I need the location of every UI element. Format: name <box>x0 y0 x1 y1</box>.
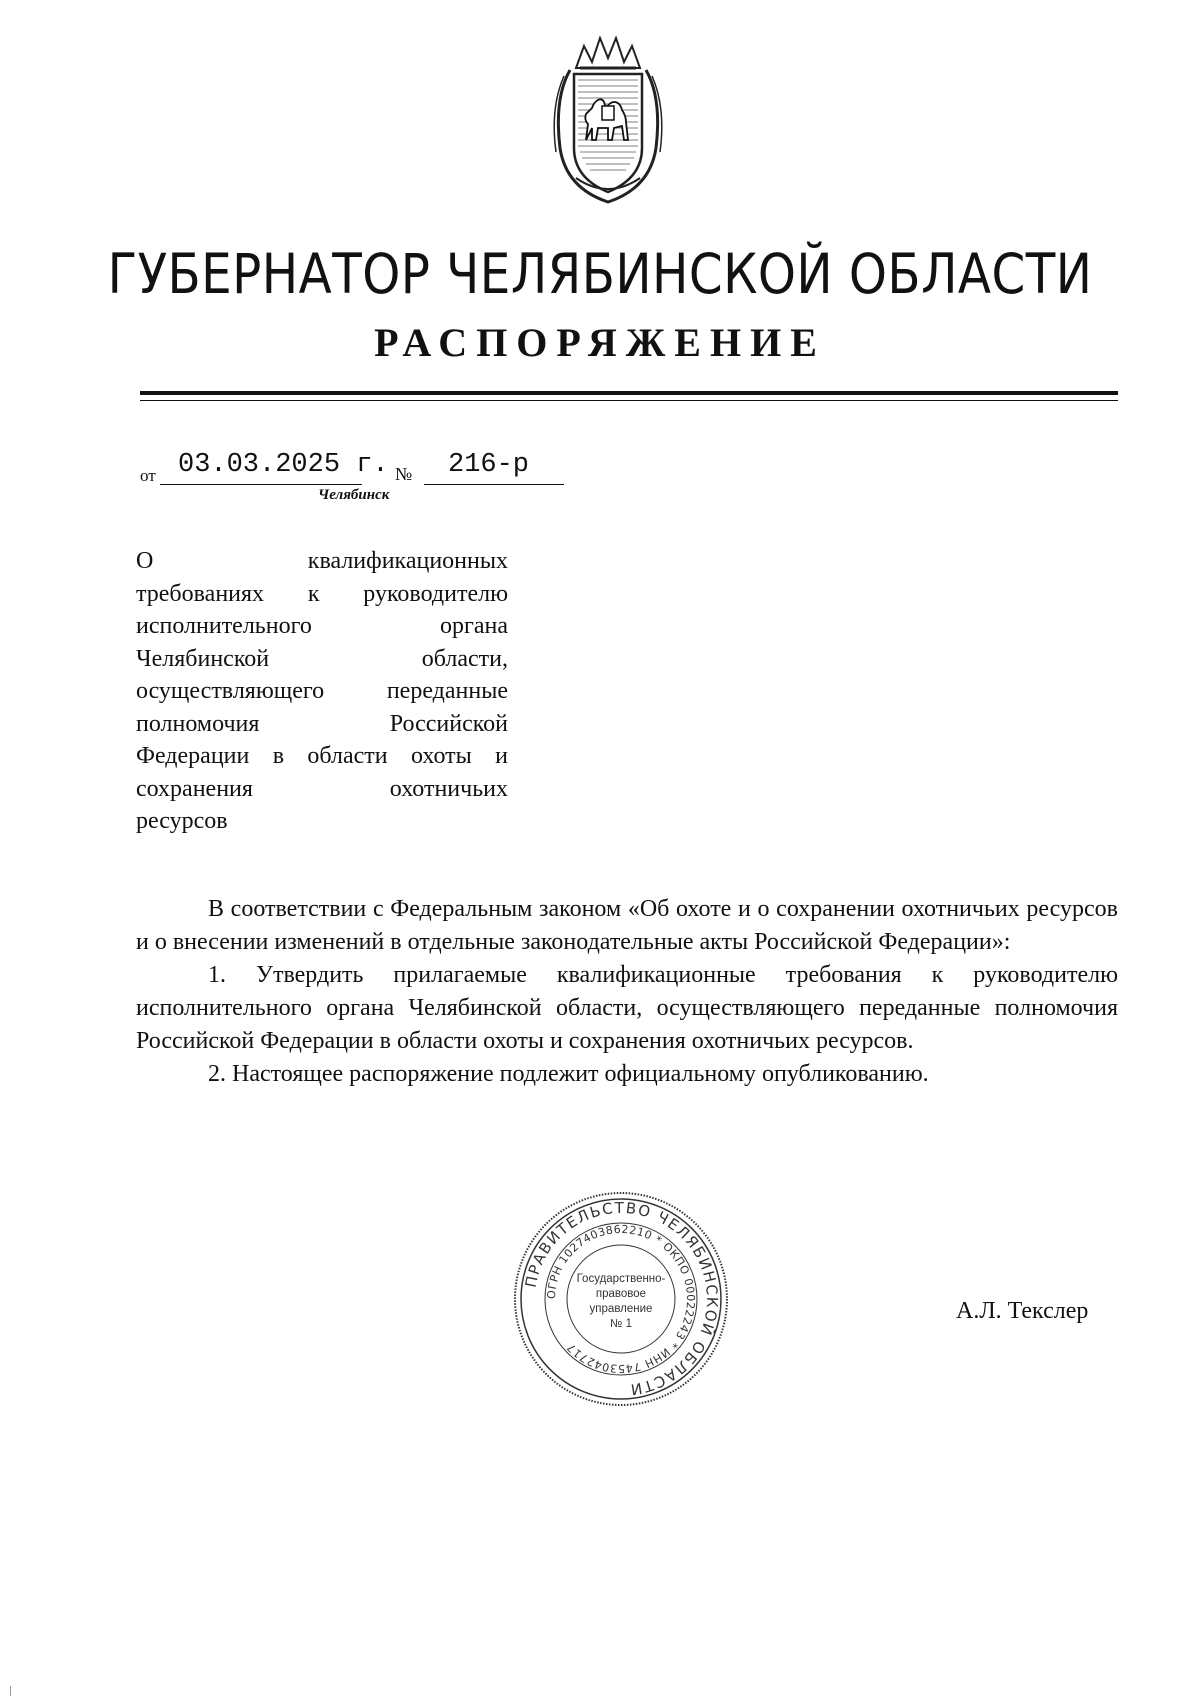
subject-line: полномочия Российской <box>136 710 508 737</box>
subject-line: осуществляющего переданные <box>136 678 508 704</box>
signer-name: А.Л. Текслер <box>956 1298 1089 1324</box>
seal-center-line: правовое <box>595 1288 647 1300</box>
document-city: Челябинск <box>318 487 390 503</box>
seal-center-line: Государственно- <box>576 1273 666 1285</box>
organization-title: ГУБЕРНАТОР ЧЕЛЯБИНСКОЙ ОБЛАСТИ <box>107 242 1093 306</box>
document-date: 03.03.2025 г. <box>178 450 389 480</box>
number-prefix: № <box>395 464 413 484</box>
header-rule-thin <box>140 400 1118 401</box>
document-number: 216-р <box>448 450 530 480</box>
subject-line: Федерации в области охоты и <box>136 743 508 769</box>
date-prefix: от <box>140 466 156 485</box>
body-item-2: 2. Настоящее распоряжение подлежит официальному опубликованию. <box>208 1061 929 1087</box>
seal-center-line: № 1 <box>610 1318 632 1330</box>
subject-line: ресурсов <box>136 808 228 834</box>
official-seal-stamp <box>510 1188 732 1410</box>
subject-line: сохранения охотничьих <box>136 775 508 802</box>
subject-line: исполнительного органа <box>136 613 508 639</box>
seal-center-line: управление <box>589 1303 653 1315</box>
subject-line: Челябинской области, <box>136 645 508 672</box>
subject-line: требованиях к руководителю <box>136 580 508 607</box>
document-subject <box>136 545 508 838</box>
body-preamble: В соответствии с Федеральным законом «Об охоте и о сохранении охотничьих ресурсов и о внесении изменений в отдельные законодательные акты Российской Федерации»: <box>136 896 1118 955</box>
seal-outer-text: ПРАВИТЕЛЬСТВО ЧЕЛЯБИНСКОЙ ОБЛАСТИ <box>521 1198 722 1399</box>
number-underline <box>424 484 564 485</box>
coat-of-arms-emblem <box>540 28 676 208</box>
scan-edge-mark <box>10 1686 11 1696</box>
body-item-1: 1. Утвердить прилагаемые квалификационные требования к руководителю исполнительного органа Челябинской области, осуществляющего переданные полномочия Российской Федерации в области охоты и сохранения охотничьих ресурсов. <box>136 962 1118 1054</box>
document-type-heading: РАСПОРЯЖЕНИЕ <box>374 320 826 365</box>
document-body <box>136 893 1118 1091</box>
header-rule-thick <box>140 391 1118 395</box>
subject-line: О квалификационных <box>136 548 508 574</box>
seal-inner-text: ОГРН 1027403862210 * ОКПО 00022243 * ИНН 7453042717 <box>544 1222 698 1376</box>
date-underline <box>160 484 362 485</box>
